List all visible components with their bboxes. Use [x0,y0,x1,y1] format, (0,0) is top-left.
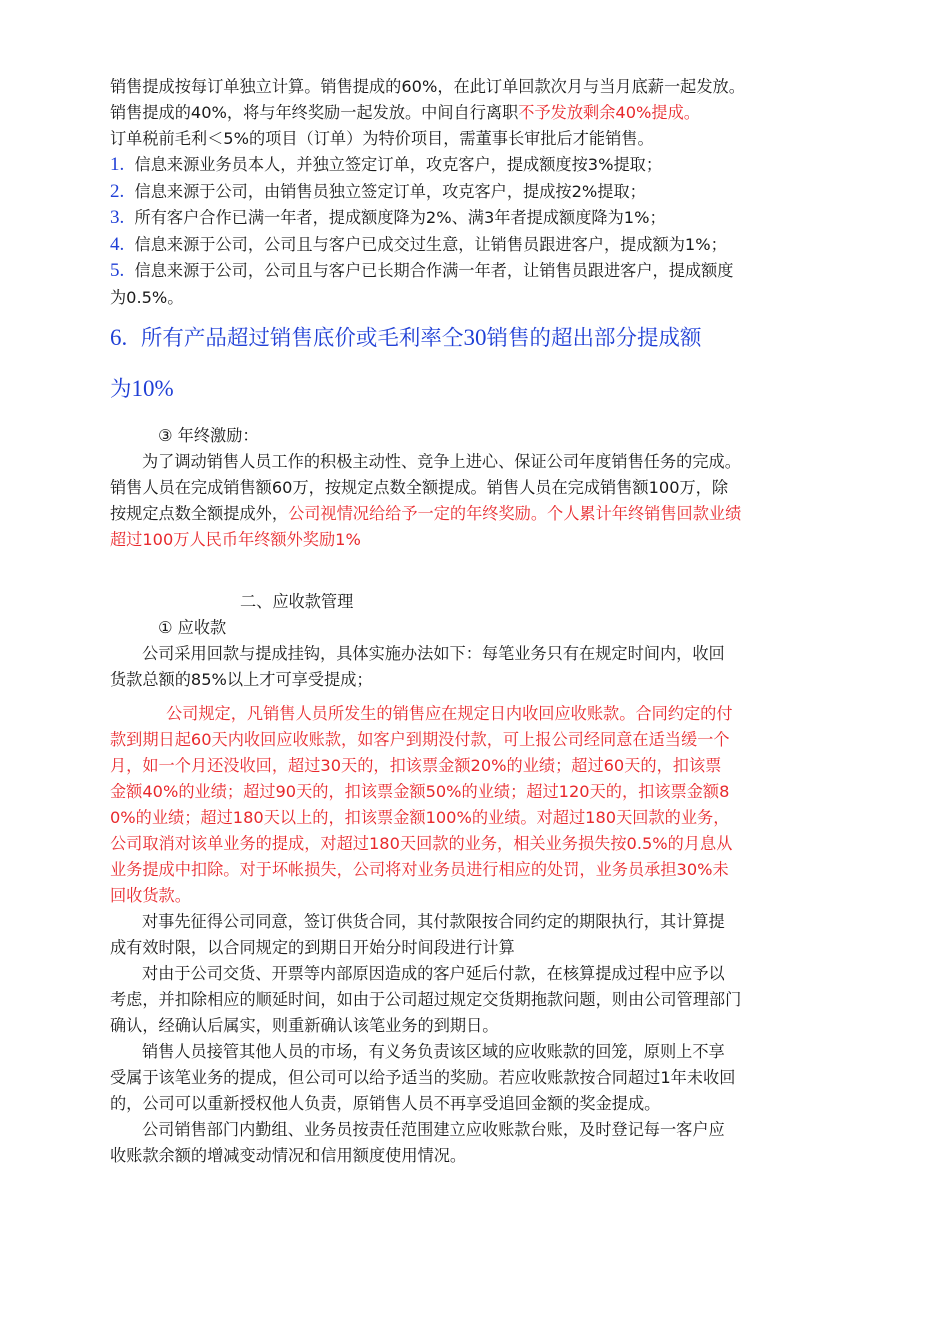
rule-six-block [110,325,860,403]
rule-item [110,205,860,232]
rule-item [110,152,860,179]
paragraph-line: 的，公司可以重新授权他人负责，原销售人员不再享受追回金额的奖金提成。 [110,1094,661,1113]
paragraph-line: 为了调动销售人员工作的积极主动性、竞争上进心、保证公司年度销售任务的完成。 [142,452,741,471]
highlight-text: 公司视情况给给予一定的年终奖励。个人累计年终销售回款业绩 [288,504,742,523]
rule-text: 信息来源业务员本人，并独立签定订单，攻克客户，提成额度按3%提取； [134,155,663,174]
policy-line: 款到期日起60天内收回应收账款，如客户到期没付款，可上报公司经同意在适当缓一个 [110,730,730,749]
paragraph-line: 对事先征得公司同意，签订供货合同，其付款限按合同约定的期限执行，其计算提 [142,912,725,931]
intro-warning-text: 不予发放剩余40%提成。 [518,103,700,122]
paragraph-line: 对由于公司交货、开票等内部原因造成的客户延后付款，在核算提成过程中应予以 [142,964,725,983]
paragraph-line: 货款总额的85%以上才可享受提成； [110,670,373,689]
subsection-heading: ① 应收款 [158,618,227,637]
document-page [110,74,860,1169]
highlight-line: 超过100万人民币年终额外奖励1% [110,530,361,549]
paragraph-line: 考虑，并扣除相应的顺延时间，如由于公司超过规定交货期拖款问题，则由公司管理部门 [110,990,742,1009]
rule-number: 4. [110,233,125,255]
rule-six-value: 30 [463,325,487,350]
rule-six-text: 销售的超出部分提成额 [486,326,702,351]
intro-line: 销售提成按每订单独立计算。销售提成的60%，在此订单回款次月与当月底薪一起发放。 [110,77,745,96]
paragraph-line: 成有效时限，以合同规定的到期日开始分时间段进行计算 [110,938,515,957]
rule-number: 3. [110,207,125,228]
rule-item-continuation: 为0.5%。 [110,287,184,307]
intro-block [110,74,860,152]
policy-line: 公司规定，凡销售人员所发生的销售应在规定日内收回应收账款。合同约定的付 [166,704,733,723]
rule-item [110,232,860,259]
policy-line: 业务提成中扣除。对于坏帐损失，公司将对业务员进行相应的处罚，业务员承担30%未 [110,860,729,879]
intro-line: 订单税前毛利＜5%的项目（订单）为特价项目，需董事长审批后才能销售。 [110,129,654,148]
paragraph-line: 公司销售部门内勤组、业务员按责任范围建立应收账款台账，及时登记每一客户应 [142,1120,725,1139]
rule-text: 信息来源于公司，公司且与客户已成交过生意，让销售员跟进客户，提成额为1%； [134,234,727,254]
receivables-policy-red [110,701,860,909]
paragraph-line: 确认，经确认后属实，则重新确认该笔业务的到期日。 [110,1016,499,1035]
policy-line: 公司取消对该单业务的提成，对超过180天回款的业务，相关业务损失按0.5%的月息从 [110,834,733,853]
rule-item [110,258,860,285]
intro-line [110,100,860,126]
year-end-heading: ③ 年终激励： [158,426,259,445]
rule-text: 信息来源于公司，由销售员独立签定订单，攻克客户，提成按2%提取； [134,181,646,201]
rule-number: 5. [110,260,125,281]
rule-number: 2. [110,180,125,202]
paragraph-line: 销售人员在完成销售额60万，按规定点数全额提成。销售人员在完成销售额100万，除 [110,478,729,497]
rule-item [110,179,860,206]
rule-six-text: 所有产品超过销售底价或毛利率仝 [140,326,464,351]
rule-six-line [110,376,860,403]
policy-line: 0%的业绩；超过180天以上的，扣该票金额100%的业绩。对超过180天回款的业务， [110,808,730,827]
paragraph-text: 按规定点数全额提成外， [110,504,289,523]
rule-number: 1. [110,154,125,175]
intro-text: 销售提成的40%，将与年终奖励一起发放。中间自行离职 [110,103,519,122]
policy-line: 回收货款。 [110,886,191,905]
section-heading: 二、应收款管理 [240,592,354,611]
paragraph-line [110,501,860,527]
paragraph-line: 销售人员接管其他人员的市场，有义务负责该区域的应收账款的回笼，原则上不享 [142,1042,725,1061]
rule-six-text: 为 [110,377,132,402]
policy-line: 月，如一个月还没收回，超过30天的，扣该票金额20%的业绩；超过60天的，扣该票 [110,756,722,775]
paragraph-line: 公司采用回款与提成挂钩，具体实施办法如下：每笔业务只有在规定时间内，收回 [142,644,725,663]
paragraph-line: 收账款余额的增减变动情况和信用额度使用情况。 [110,1146,467,1165]
commission-rules-list [110,152,860,311]
rule-text: 所有客户合作已满一年者，提成额度降为2%、满3年者提成额度降为1%； [134,208,666,227]
rule-six-value: 10% [131,376,174,401]
rule-text: 信息来源于公司，公司且与客户已长期合作满一年者，让销售员跟进客户，提成额度 [134,261,734,280]
year-end-incentive-block [110,423,860,553]
receivables-section [110,589,860,1169]
paragraph-line: 受属于该笔业务的提成，但公司可以给予适当的奖励。若应收账款按合同超过1年未收回 [110,1068,736,1087]
rule-six-number: 6. [110,325,128,350]
rule-six-line [110,325,860,352]
policy-line: 金额40%的业绩；超过90天的，扣该票金额50%的业绩；超过120天的，扣该票金额8 [110,782,730,801]
